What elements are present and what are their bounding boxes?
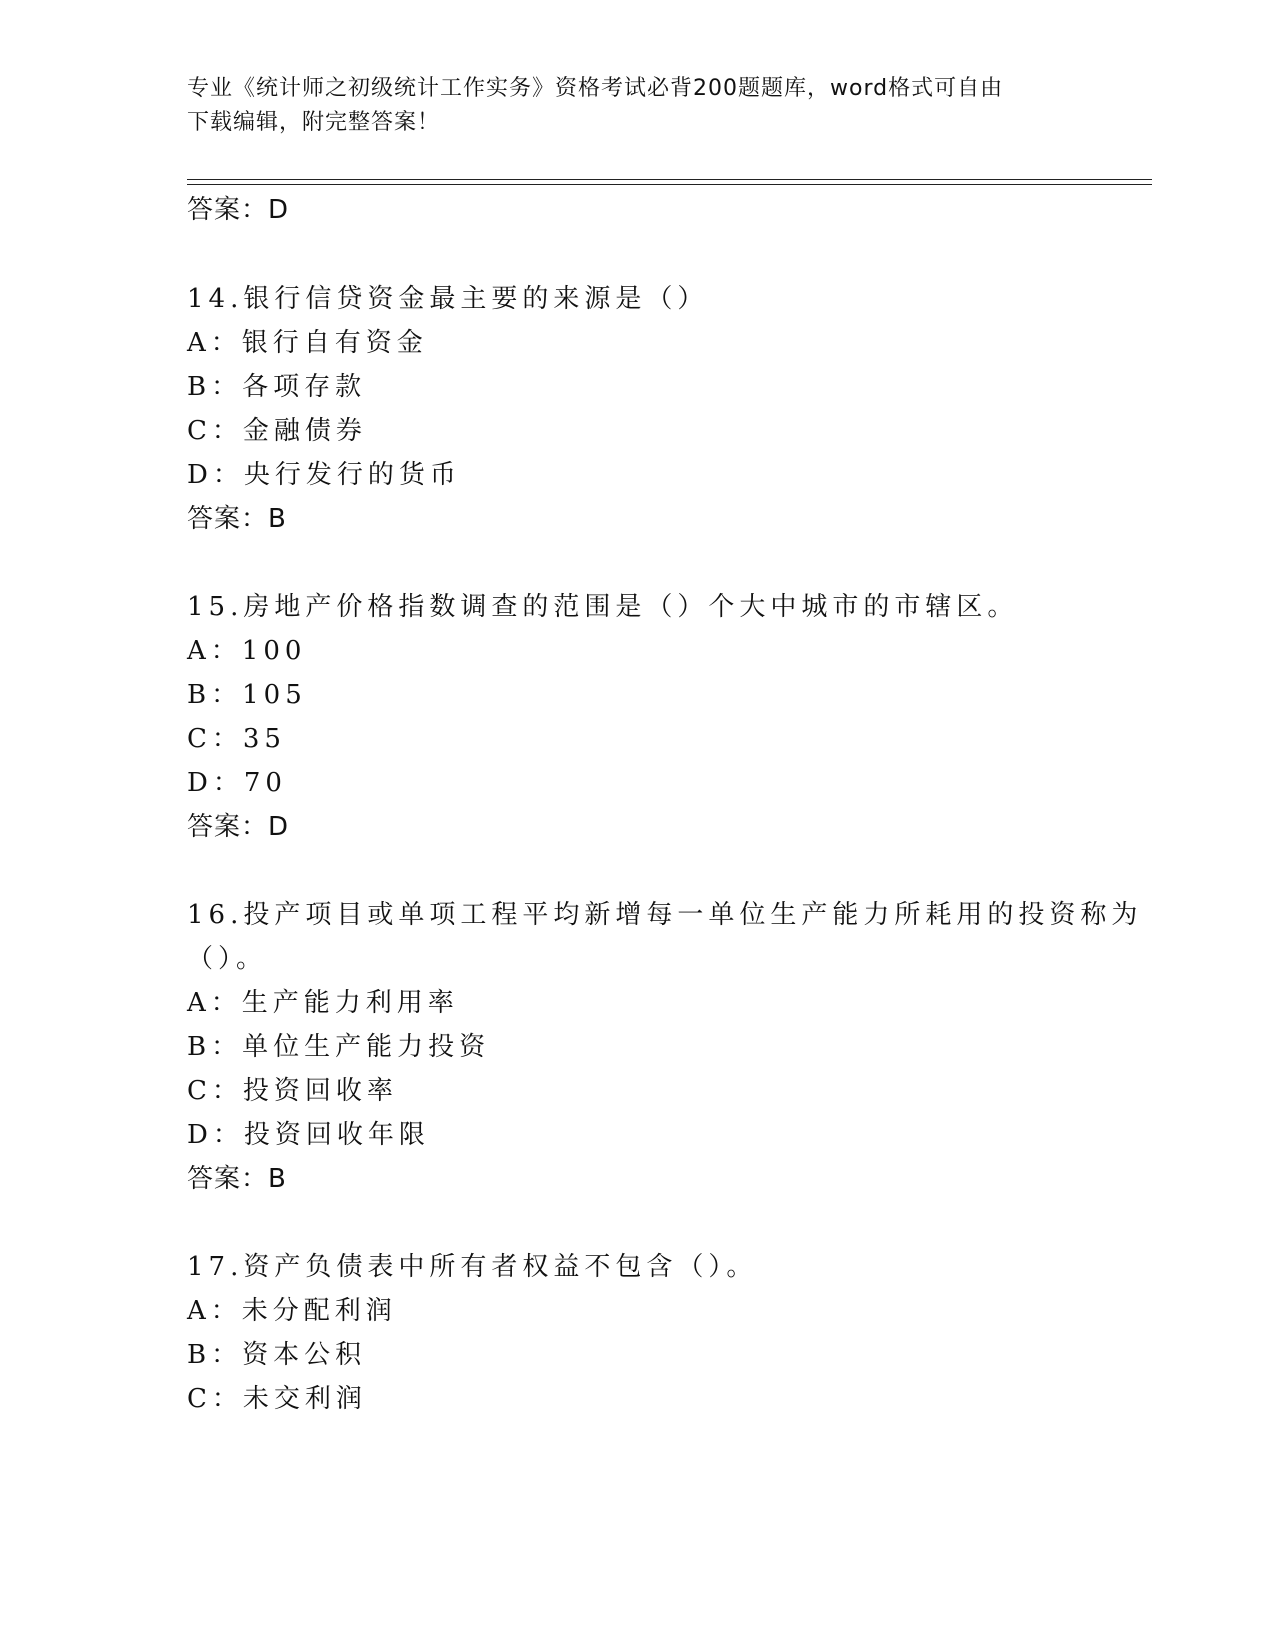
question-17-option-b: B：资本公积 [187, 1340, 367, 1370]
question-14-answer: 答案：B [187, 504, 287, 534]
question-14-stem: 14.银行信贷资金最主要的来源是（） [187, 284, 709, 314]
question-15-option-a: A：100 [187, 636, 307, 666]
question-17-option-c: C：未交利润 [187, 1384, 367, 1414]
header-divider-bottom [187, 184, 1152, 185]
question-15-option-b: B：105 [187, 680, 307, 710]
header-line-2: 下载编辑，附完整答案！ [187, 110, 441, 135]
question-14-option-a: A：银行自有资金 [187, 328, 428, 358]
question-16-option-d: D：投资回收年限 [187, 1120, 430, 1150]
header-line-1: 专业《统计师之初级统计工作实务》资格考试必背200题题库，word格式可自由 [187, 76, 1004, 101]
question-14-option-b: B：各项存款 [187, 372, 367, 402]
question-14-option-c: C：金融债券 [187, 416, 367, 446]
question-16-option-c: C：投资回收率 [187, 1076, 398, 1106]
question-16-option-b: B：单位生产能力投资 [187, 1032, 491, 1062]
question-16-stem: 16.投产项目或单项工程平均新增每一单位生产能力所耗用的投资称为 [187, 900, 1143, 930]
document-header [187, 72, 1067, 140]
question-15-answer: 答案：D [187, 812, 290, 842]
question-16-stem-continued: （）。 [187, 944, 268, 974]
question-15-option-d: D：70 [187, 768, 287, 798]
question-16-option-a: A：生产能力利用率 [187, 988, 459, 1018]
question-15-stem: 15.房地产价格指数调查的范围是（）个大中城市的市辖区。 [187, 592, 1019, 622]
question-14-option-d: D：央行发行的货币 [187, 460, 461, 490]
question-16-answer: 答案：B [187, 1164, 287, 1194]
question-17-option-a: A：未分配利润 [187, 1296, 397, 1326]
previous-answer: 答案：D [187, 195, 290, 225]
question-15-option-c: C：35 [187, 724, 286, 754]
header-divider-top [187, 179, 1152, 180]
question-17-stem: 17.资产负债表中所有者权益不包含（）。 [187, 1252, 758, 1282]
